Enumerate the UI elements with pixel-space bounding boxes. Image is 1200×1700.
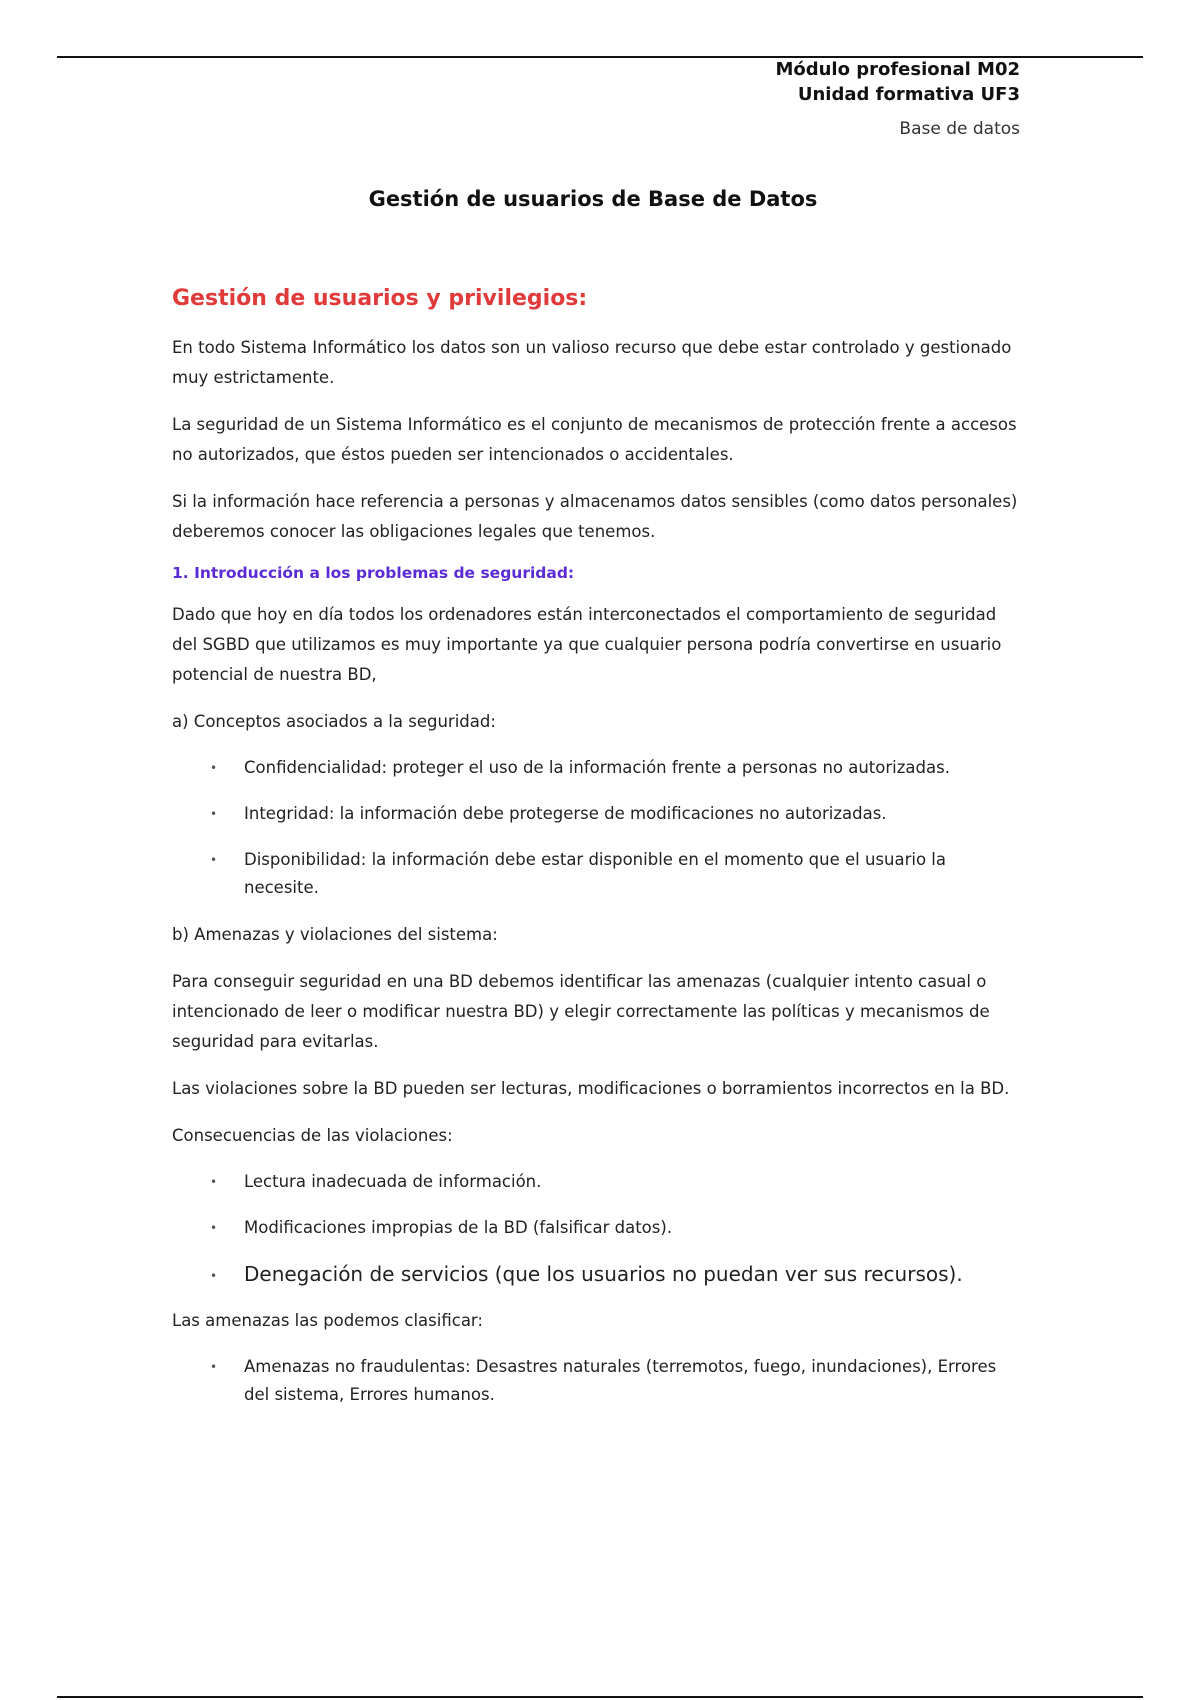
classify-label: Las amenazas las podemos clasificar: xyxy=(172,1311,483,1330)
concepts-label: a) Conceptos asociados a la seguridad: xyxy=(172,712,496,731)
list-item: • Denegación de servicios (que los usuarios no puedan ver sus recursos). xyxy=(172,1260,1022,1288)
list-item: • Lectura inadecuada de información. xyxy=(172,1168,1022,1196)
subsection-title: 1. Introducción a los problemas de seguridad: xyxy=(172,564,575,582)
bullet-icon: • xyxy=(210,807,218,821)
bullet-icon: • xyxy=(210,1269,218,1283)
paragraph: Dado que hoy en día todos los ordenadores están interconectados el comportamiento de seguridad del SGBD que utilizamos es muy importante ya que cualquier persona podría convertirse en usuario potencial de nuestra BD, xyxy=(172,605,1002,684)
list-item: • Disponibilidad: la información debe estar disponible en el momento que el usuario la necesite. xyxy=(172,846,1022,902)
bullet-icon: • xyxy=(210,1360,218,1374)
paragraph: Si la información hace referencia a personas y almacenamos datos sensibles (como datos personales) deberemos conocer las obligaciones legales que tenemos. xyxy=(172,492,1018,541)
threats-label: b) Amenazas y violaciones del sistema: xyxy=(172,925,498,944)
document-body xyxy=(172,286,1022,1427)
footer-rule xyxy=(57,1696,1143,1698)
document-title: Gestión de usuarios de Base de Datos xyxy=(368,187,818,211)
consequences-list xyxy=(172,1168,1022,1288)
consequences-label: Consecuencias de las violaciones: xyxy=(172,1126,453,1145)
list-item: • Confidencialidad: proteger el uso de la información frente a personas no autorizadas. xyxy=(172,754,1022,782)
paragraph: La seguridad de un Sistema Informático es el conjunto de mecanismos de protección frente a accesos no autorizados, que éstos pueden ser intencionados o accidentales. xyxy=(172,415,1017,464)
subject-label: Base de datos xyxy=(899,119,1020,139)
paragraph: Las violaciones sobre la BD pueden ser lecturas, modificaciones o borramientos incorrectos en la BD. xyxy=(172,1079,1010,1098)
module-label: Módulo profesional M02 xyxy=(775,59,1020,80)
bullet-icon: • xyxy=(210,853,218,867)
classify-list xyxy=(172,1353,1022,1409)
paragraph: Para conseguir seguridad en una BD debemos identificar las amenazas (cualquier intento casual o intencionado de leer o modificar nuestra BD) y elegir correctamente las políticas y mecanismos de seguridad para evitarlas. xyxy=(172,972,990,1051)
bullet-icon: • xyxy=(210,1221,218,1235)
list-item: • Integridad: la información debe protegerse de modificaciones no autorizadas. xyxy=(172,800,1022,828)
bullet-icon: • xyxy=(210,761,218,775)
section-title: Gestión de usuarios y privilegios: xyxy=(172,286,588,311)
list-item: • Modificaciones impropias de la BD (falsificar datos). xyxy=(172,1214,1022,1242)
list-item: • Amenazas no fraudulentas: Desastres naturales (terremotos, fuego, inundaciones), Errores del sistema, Errores humanos. xyxy=(172,1353,1022,1409)
paragraph: En todo Sistema Informático los datos son un valioso recurso que debe estar controlado y gestionado muy estrictamente. xyxy=(172,338,1012,387)
concepts-list xyxy=(172,754,1022,902)
unit-label: Unidad formativa UF3 xyxy=(797,84,1020,105)
bullet-icon: • xyxy=(210,1175,218,1189)
page-header xyxy=(775,57,1020,139)
